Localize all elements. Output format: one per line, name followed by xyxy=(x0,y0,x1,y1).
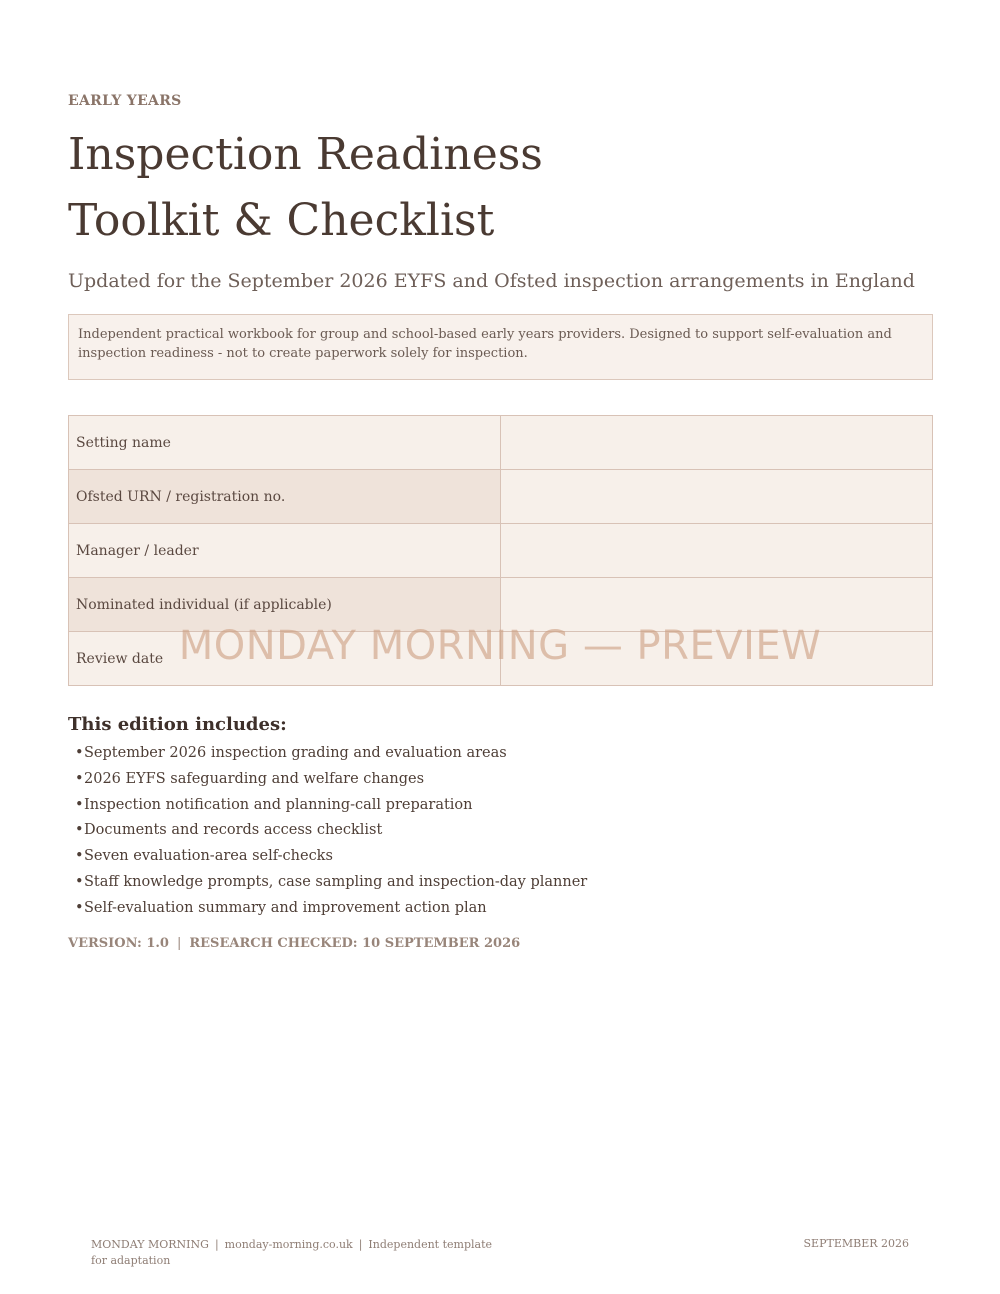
list-item-text: 2026 EYFS safeguarding and welfare changes xyxy=(84,770,425,787)
footer-separator: | xyxy=(214,1238,219,1251)
bullet-glyph: • xyxy=(75,899,84,916)
includes-heading: This edition includes: xyxy=(68,714,287,735)
details-label: Manager / leader xyxy=(69,524,501,578)
research-checked-label: RESEARCH CHECKED: 10 SEPTEMBER 2026 xyxy=(189,936,521,951)
footer-date: SEPTEMBER 2026 xyxy=(803,1237,909,1250)
includes-list xyxy=(75,741,587,922)
page-subtitle: Updated for the September 2026 EYFS and Ofsted inspection arrangements in England xyxy=(68,270,915,292)
list-item xyxy=(75,818,587,844)
bullet-glyph: • xyxy=(75,745,84,761)
details-value-field[interactable] xyxy=(501,632,933,686)
details-row-urn xyxy=(69,470,933,524)
bullet-glyph: • xyxy=(75,848,84,865)
page-title-line-1: Inspection Readiness xyxy=(68,129,543,180)
details-label: Setting name xyxy=(69,416,501,470)
setting-details-table xyxy=(68,415,933,686)
bullet-glyph: • xyxy=(75,873,84,890)
list-item xyxy=(75,741,587,767)
bullet-glyph: • xyxy=(75,770,84,787)
list-item-text: September 2026 inspection grading and evaluation areas xyxy=(84,745,507,761)
details-value-field[interactable] xyxy=(501,578,933,632)
details-row-review-date xyxy=(69,632,933,686)
details-row-setting-name xyxy=(69,416,933,470)
page-title xyxy=(68,122,933,254)
list-item-text: Inspection notification and planning-call preparation xyxy=(84,796,473,813)
list-item-text: Staff knowledge prompts, case sampling and inspection-day planner xyxy=(84,873,588,890)
footer-left xyxy=(91,1237,501,1268)
page-title-line-2: Toolkit & Checklist xyxy=(68,195,495,246)
version-line xyxy=(68,936,520,951)
list-item-text: Self-evaluation summary and improvement action plan xyxy=(84,899,487,916)
footer-brand: MONDAY MORNING xyxy=(91,1238,209,1251)
section-eyebrow: EARLY YEARS xyxy=(68,93,182,109)
list-item-text: Seven evaluation-area self-checks xyxy=(84,848,333,865)
list-item xyxy=(75,767,587,793)
details-row-manager xyxy=(69,524,933,578)
intro-note-box: Independent practical workbook for group and school-based early years providers. Designed to support self-evaluation and inspection readiness - not to create paperwork solely for inspection. xyxy=(68,314,933,380)
list-item xyxy=(75,844,587,870)
details-label: Nominated individual (if applicable) xyxy=(69,578,501,632)
preview-watermark: MONDAY MORNING — PREVIEW xyxy=(178,623,822,669)
list-item xyxy=(75,793,587,819)
bullet-glyph: • xyxy=(75,822,84,839)
list-item-text: Documents and records access checklist xyxy=(84,822,383,839)
footer-website-link[interactable]: monday-morning.co.uk xyxy=(224,1238,353,1251)
details-row-nominated-individual xyxy=(69,578,933,632)
details-value-field[interactable] xyxy=(501,524,933,578)
details-label: Review date xyxy=(69,632,501,686)
bullet-glyph: • xyxy=(75,796,84,813)
details-value-field[interactable] xyxy=(501,470,933,524)
version-label: VERSION: 1.0 xyxy=(68,936,169,951)
footer-separator: | xyxy=(358,1238,363,1251)
details-value-field[interactable] xyxy=(501,416,933,470)
version-separator: | xyxy=(176,936,182,951)
list-item xyxy=(75,896,587,922)
details-label: Ofsted URN / registration no. xyxy=(69,470,501,524)
footer-note: Independent template for adaptation xyxy=(91,1238,492,1267)
list-item xyxy=(75,870,587,896)
